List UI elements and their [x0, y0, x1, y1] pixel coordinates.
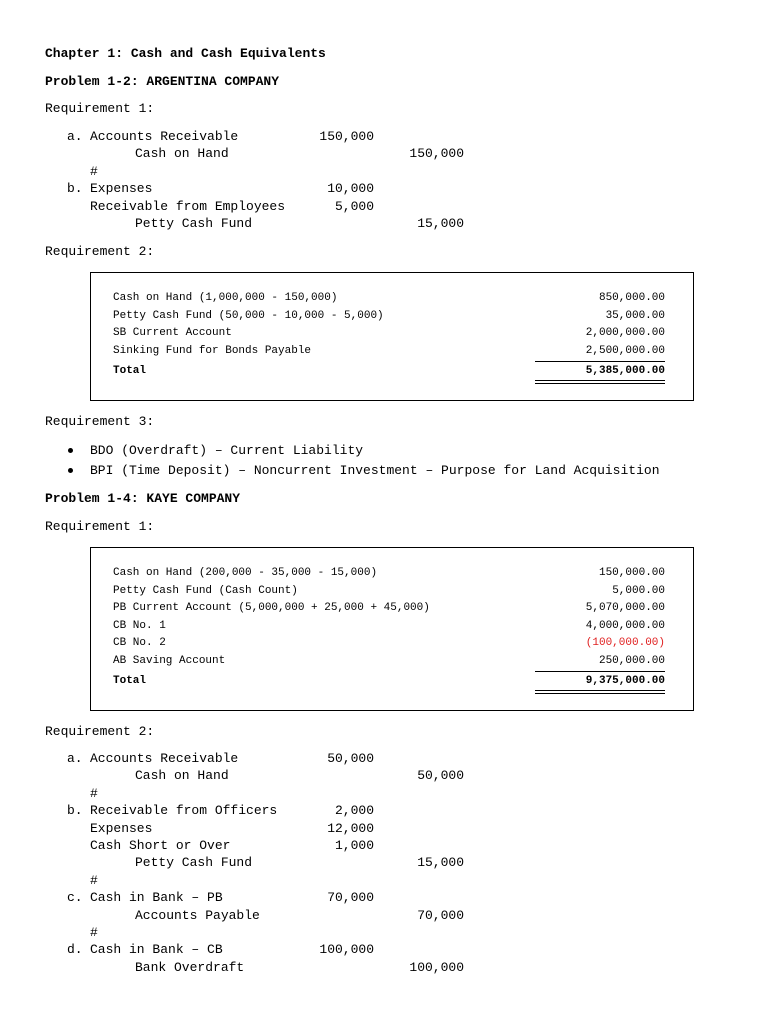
summary-row: [113, 583, 665, 600]
row-label: AB Saving Account: [113, 655, 226, 667]
credit-account: Petty Cash Fund: [135, 855, 253, 870]
row-value: 5,070,000.00: [585, 602, 665, 614]
debit-account: Expenses: [90, 821, 153, 836]
entry-separator: #: [90, 786, 98, 801]
bullet-item: BPI (Time Deposit) – Noncurrent Investment – Purpose for Land Acquisition: [90, 463, 660, 478]
summary-row: [113, 635, 665, 652]
bullet-item: BDO (Overdraft) – Current Liability: [90, 443, 364, 458]
p14-cash-summary-box: [90, 547, 694, 711]
entry-letter: a.: [67, 129, 83, 144]
credit-account: Cash on Hand: [135, 768, 229, 783]
row-value: 5,000.00: [612, 585, 665, 597]
p14-requirement-1-heading: Requirement 1:: [45, 519, 155, 534]
credit-account: Accounts Payable: [135, 908, 260, 923]
debit-account: Receivable from Officers: [90, 803, 278, 818]
total-double-rule-bottom: [535, 693, 665, 694]
debit-account: Cash in Bank – CB: [90, 942, 223, 957]
credit-amount: 15,000: [417, 216, 464, 231]
p12-requirement-2-heading: Requirement 2:: [45, 244, 155, 259]
row-value: 850,000.00: [598, 292, 665, 304]
row-value: 4,000,000.00: [585, 620, 665, 632]
bullet-icon: [68, 468, 73, 473]
summary-row: [113, 308, 665, 325]
total-double-rule-top: [535, 690, 665, 691]
debit-amount: 12,000: [327, 821, 374, 836]
entry-separator: #: [90, 873, 98, 888]
total-label: Total: [113, 675, 147, 687]
summary-row: [113, 290, 665, 307]
summary-row: [113, 600, 665, 617]
total-double-rule-top: [535, 380, 665, 381]
entry-letter: a.: [67, 751, 83, 766]
p12-requirement-3-heading: Requirement 3:: [45, 414, 155, 429]
row-value-negative: (100,000.00): [585, 637, 665, 649]
row-label: Petty Cash Fund (50,000 - 10,000 - 5,000): [113, 310, 384, 322]
credit-account: Cash on Hand: [135, 146, 229, 161]
row-value: 2,500,000.00: [585, 345, 665, 357]
entry-letter: b.: [67, 181, 83, 196]
debit-account: Expenses: [90, 181, 153, 196]
debit-amount: 100,000: [319, 942, 374, 957]
debit-account: Cash Short or Over: [90, 838, 231, 853]
debit-account: Cash in Bank – PB: [90, 890, 223, 905]
debit-account: Receivable from Employees: [90, 199, 286, 214]
credit-account: Bank Overdraft: [135, 960, 245, 975]
row-value: 150,000.00: [598, 567, 665, 579]
row-label: Cash on Hand (200,000 - 35,000 - 15,000): [113, 567, 378, 579]
row-label: Sinking Fund for Bonds Payable: [113, 345, 312, 357]
total-row: [113, 673, 665, 690]
subtotal-rule: [535, 361, 665, 362]
summary-row: [113, 653, 665, 670]
total-label: Total: [113, 365, 147, 377]
row-label: SB Current Account: [113, 327, 232, 339]
total-double-rule-bottom: [535, 383, 665, 384]
credit-account: Petty Cash Fund: [135, 216, 253, 231]
debit-account: Accounts Receivable: [90, 751, 239, 766]
summary-row: [113, 565, 665, 582]
total-value: 5,385,000.00: [585, 365, 665, 377]
debit-amount: 150,000: [319, 129, 374, 144]
credit-amount: 70,000: [417, 908, 464, 923]
total-row: [113, 363, 665, 380]
bullet-icon: [68, 448, 73, 453]
row-value: 250,000.00: [598, 655, 665, 667]
chapter-title: Chapter 1: Cash and Cash Equivalents: [45, 46, 326, 61]
row-value: 2,000,000.00: [585, 327, 665, 339]
entry-separator: #: [90, 925, 98, 940]
summary-row: [113, 343, 665, 360]
row-label: Petty Cash Fund (Cash Count): [113, 585, 298, 597]
problem-1-4-title: Problem 1-4: KAYE COMPANY: [45, 491, 241, 506]
debit-amount: 1,000: [334, 838, 374, 853]
problem-1-2-title: Problem 1-2: ARGENTINA COMPANY: [45, 74, 280, 89]
credit-amount: 15,000: [417, 855, 464, 870]
entry-letter: c.: [67, 890, 83, 905]
p14-requirement-2-heading: Requirement 2:: [45, 724, 155, 739]
p12-requirement-1-heading: Requirement 1:: [45, 101, 155, 116]
subtotal-rule: [535, 671, 665, 672]
summary-row: [113, 618, 665, 635]
entry-letter: b.: [67, 803, 83, 818]
row-value: 35,000.00: [605, 310, 665, 322]
debit-amount: 5,000: [334, 199, 374, 214]
row-label: Cash on Hand (1,000,000 - 150,000): [113, 292, 338, 304]
row-label: CB No. 1: [113, 620, 166, 632]
credit-amount: 100,000: [409, 960, 464, 975]
debit-account: Accounts Receivable: [90, 129, 239, 144]
row-label: CB No. 2: [113, 637, 166, 649]
entry-letter: d.: [67, 942, 83, 957]
row-label: PB Current Account (5,000,000 + 25,000 + 45,000): [113, 602, 430, 614]
p12-cash-summary-box: [90, 272, 694, 401]
debit-amount: 70,000: [327, 890, 374, 905]
credit-amount: 50,000: [417, 768, 464, 783]
entry-separator: #: [90, 164, 98, 179]
debit-amount: 50,000: [327, 751, 374, 766]
summary-row: [113, 325, 665, 342]
debit-amount: 10,000: [327, 181, 374, 196]
debit-amount: 2,000: [334, 803, 374, 818]
credit-amount: 150,000: [409, 146, 464, 161]
total-value: 9,375,000.00: [585, 675, 665, 687]
